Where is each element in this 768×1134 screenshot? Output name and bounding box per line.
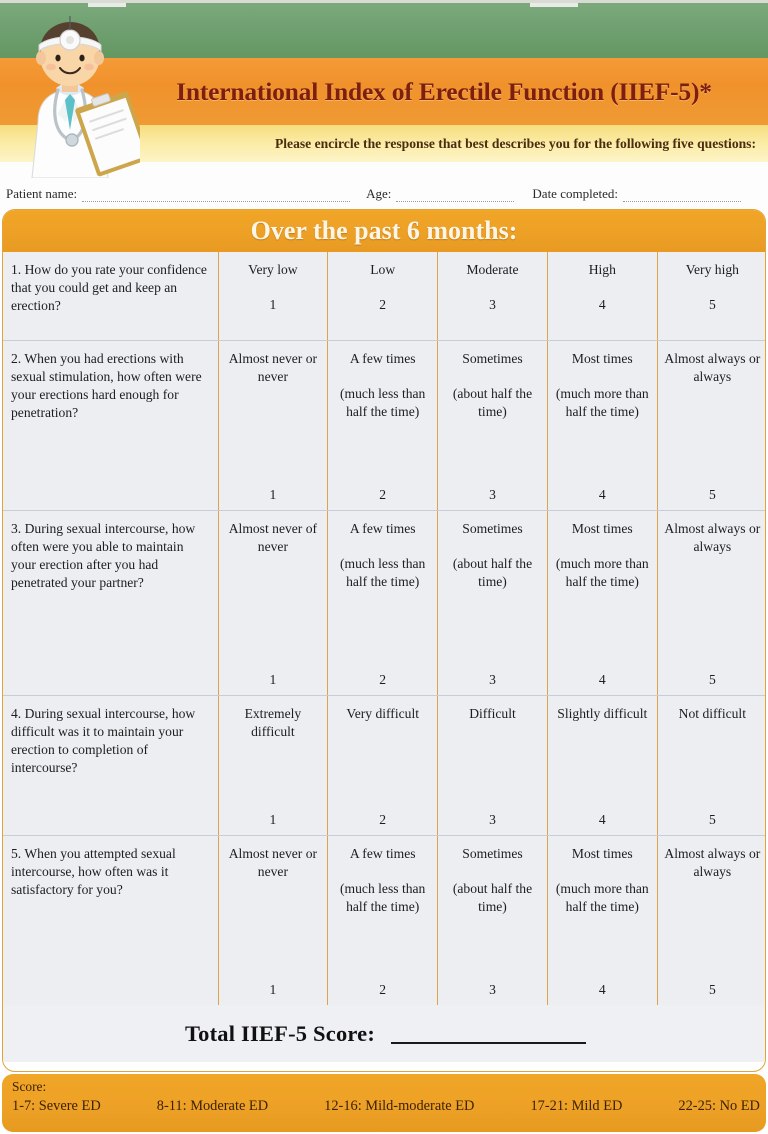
answer-option-cell[interactable] xyxy=(547,835,657,1005)
answer-option-cell[interactable] xyxy=(657,510,766,695)
answer-label: A few times xyxy=(349,520,416,536)
answer-option[interactable] xyxy=(438,341,547,430)
question-text-cell xyxy=(3,510,218,695)
questionnaire-card xyxy=(2,209,766,1072)
answer-label: Almost never or never xyxy=(228,350,318,384)
answer-option-cell[interactable] xyxy=(328,510,438,695)
answer-option[interactable] xyxy=(219,836,328,890)
questions-table xyxy=(3,252,766,1005)
answer-option-cell[interactable] xyxy=(218,695,328,835)
cartoon-doctor-icon xyxy=(8,14,140,178)
answer-score-value: 4 xyxy=(598,982,606,997)
answer-score-value: 5 xyxy=(708,811,716,827)
answer-score-value: 2 xyxy=(379,671,387,687)
age-label: Age: xyxy=(366,186,392,201)
answer-score-value: 5 xyxy=(708,671,716,687)
total-score-input[interactable] xyxy=(391,1041,586,1044)
answer-option-cell[interactable] xyxy=(438,252,548,340)
answer-qualifier: (about half the time) xyxy=(452,385,533,420)
score-legend xyxy=(2,1074,766,1132)
answer-option[interactable] xyxy=(658,696,766,731)
answer-option-cell[interactable] xyxy=(438,695,548,835)
answer-score-value: 1 xyxy=(269,811,277,827)
answer-score-value: 3 xyxy=(489,671,496,687)
answer-label: Extremely difficult xyxy=(244,705,302,739)
patient-name-label: Patient name: xyxy=(6,186,78,201)
question-text: 3. During sexual intercourse, how often were you able to maintain your erection after you had penetrated your partner? xyxy=(11,520,196,590)
answer-qualifier: (about half the time) xyxy=(452,880,533,915)
answer-score-value: 3 xyxy=(489,297,496,313)
answer-option-cell[interactable] xyxy=(657,340,766,510)
answer-option-cell[interactable] xyxy=(218,252,328,340)
answer-score-value: 3 xyxy=(489,982,496,997)
answer-score-value: 4 xyxy=(598,486,606,502)
answer-score-value: 4 xyxy=(598,811,606,827)
answer-option[interactable] xyxy=(438,696,547,731)
question-row xyxy=(3,252,766,340)
question-row xyxy=(3,340,766,510)
answer-option[interactable] xyxy=(658,341,766,395)
answer-option-cell[interactable] xyxy=(218,835,328,1005)
answer-option-cell[interactable] xyxy=(438,340,548,510)
answer-option[interactable] xyxy=(658,511,766,565)
question-row xyxy=(3,835,766,1005)
score-band: 8-11: Moderate ED xyxy=(156,1098,269,1114)
date-completed-label: Date completed: xyxy=(532,186,618,201)
answer-qualifier: (much more than half the time) xyxy=(555,555,649,590)
answer-score-value: 4 xyxy=(598,671,606,687)
date-completed-input[interactable] xyxy=(623,188,741,202)
answer-qualifier: (much less than half the time) xyxy=(340,555,426,590)
question-text: 4. During sexual intercourse, how difficult was it to maintain your erection to completion of intercourse? xyxy=(11,705,196,775)
answer-label: Most times xyxy=(571,520,633,536)
answer-option[interactable] xyxy=(438,511,547,600)
answer-option[interactable] xyxy=(328,511,437,600)
answer-label: Sometimes xyxy=(462,845,523,861)
answer-option[interactable] xyxy=(219,252,328,323)
section-banner-label: Over the past 6 months: xyxy=(250,216,518,245)
answer-label: Most times xyxy=(571,350,633,366)
answer-option[interactable] xyxy=(548,696,657,731)
answer-option-cell[interactable] xyxy=(328,695,438,835)
answer-score-value: 2 xyxy=(379,486,387,502)
answer-option-cell[interactable] xyxy=(547,510,657,695)
question-text-cell xyxy=(3,340,218,510)
answer-score-value: 4 xyxy=(598,297,606,313)
answer-label: Sometimes xyxy=(462,350,523,366)
question-text-cell xyxy=(3,252,218,340)
answer-label: Moderate xyxy=(466,262,519,277)
date-completed-field[interactable] xyxy=(532,186,741,202)
answer-score-value: 2 xyxy=(379,811,387,827)
instruction-text: Please encircle the response that best describes you for the following five questions: xyxy=(274,135,756,151)
answer-option-cell[interactable] xyxy=(218,340,328,510)
answer-label: Slightly difficult xyxy=(557,705,648,721)
answer-option[interactable] xyxy=(328,341,437,430)
score-band: 22-25: No ED xyxy=(678,1098,760,1114)
answer-option-cell[interactable] xyxy=(438,510,548,695)
answer-score-value: 1 xyxy=(269,486,277,502)
patient-name-field[interactable] xyxy=(6,186,350,202)
answer-label: Almost always or always xyxy=(664,350,761,384)
answer-option[interactable] xyxy=(328,252,437,323)
answer-option[interactable] xyxy=(328,696,437,731)
section-banner xyxy=(3,210,765,252)
answer-option-cell[interactable] xyxy=(328,252,438,340)
strip-nick xyxy=(530,3,578,7)
answer-option[interactable] xyxy=(548,836,657,925)
answer-qualifier: (much more than half the time) xyxy=(555,385,649,420)
answer-score-value: 5 xyxy=(708,486,716,502)
answer-score-value: 1 xyxy=(269,982,277,997)
answer-label: Almost never of never xyxy=(228,520,318,554)
answer-option[interactable] xyxy=(658,836,766,890)
answer-option-cell[interactable] xyxy=(438,835,548,1005)
answer-label: Very high xyxy=(685,262,739,277)
strip-nick xyxy=(88,3,126,7)
answer-option[interactable] xyxy=(219,511,328,565)
score-band: 1-7: Severe ED xyxy=(12,1098,101,1114)
answer-label: Most times xyxy=(571,845,633,861)
answer-option[interactable] xyxy=(658,252,766,323)
answer-label: Difficult xyxy=(469,705,516,721)
question-text-cell xyxy=(3,835,218,1005)
patient-name-input[interactable] xyxy=(82,188,350,202)
answer-label: Very difficult xyxy=(346,705,419,721)
answer-score-value: 5 xyxy=(708,297,716,313)
answer-option[interactable] xyxy=(548,252,657,323)
question-row xyxy=(3,695,766,835)
score-band: 12-16: Mild-moderate ED xyxy=(324,1098,475,1114)
total-score-label: Total IIEF-5 Score: xyxy=(185,1020,376,1046)
answer-option-cell[interactable] xyxy=(547,695,657,835)
score-band: 17-21: Mild ED xyxy=(530,1098,623,1114)
answer-score-value: 1 xyxy=(269,671,277,687)
score-legend-bands xyxy=(12,1098,760,1115)
answer-score-value: 3 xyxy=(489,811,496,827)
answer-label: Low xyxy=(370,262,396,277)
answer-option[interactable] xyxy=(219,696,328,750)
answer-score-value: 2 xyxy=(379,297,387,313)
answer-label: High xyxy=(588,262,616,277)
question-text-cell xyxy=(3,695,218,835)
question-text: 2. When you had erections with sexual stimulation, how often were your erections hard enough for penetration? xyxy=(11,350,202,420)
answer-label: Almost always or always xyxy=(664,520,761,554)
answer-score-value: 1 xyxy=(269,297,277,313)
age-field[interactable] xyxy=(366,186,514,202)
total-score-row xyxy=(3,1005,765,1062)
answer-option[interactable] xyxy=(548,511,657,600)
answer-label: Almost never or never xyxy=(228,845,318,879)
answer-qualifier: (much less than half the time) xyxy=(340,385,426,420)
answer-label: Almost always or always xyxy=(664,845,761,879)
answer-qualifier: (much more than half the time) xyxy=(555,880,649,915)
score-legend-title: Score: xyxy=(12,1079,47,1094)
page-title: International Index of Erectile Function (IIEF-5)* xyxy=(176,76,712,106)
answer-option[interactable] xyxy=(438,252,547,323)
answer-option-cell[interactable] xyxy=(547,252,657,340)
answer-label: Sometimes xyxy=(462,520,523,536)
answer-score-value: 5 xyxy=(708,982,716,997)
answer-option-cell[interactable] xyxy=(328,835,438,1005)
answer-score-value: 2 xyxy=(379,982,387,997)
answer-label: A few times xyxy=(349,350,416,366)
answer-option-cell[interactable] xyxy=(547,340,657,510)
answer-option-cell[interactable] xyxy=(657,252,766,340)
answer-score-value: 3 xyxy=(489,486,496,502)
answer-option[interactable] xyxy=(219,341,328,395)
answer-label: Very low xyxy=(248,262,298,277)
answer-option[interactable] xyxy=(328,836,437,925)
question-text: 1. How do you rate your confidence that you could get and keep an erection? xyxy=(11,262,207,314)
age-input[interactable] xyxy=(396,188,514,202)
answer-qualifier: (about half the time) xyxy=(452,555,533,590)
answer-label: Not difficult xyxy=(678,705,746,721)
answer-option-cell[interactable] xyxy=(657,835,766,1005)
question-text: 5. When you attempted sexual intercourse, how often was it satisfactory for you? xyxy=(11,845,176,897)
answer-option[interactable] xyxy=(548,341,657,430)
answer-option-cell[interactable] xyxy=(218,510,328,695)
answer-qualifier: (much less than half the time) xyxy=(340,880,426,915)
answer-option-cell[interactable] xyxy=(328,340,438,510)
answer-option-cell[interactable] xyxy=(657,695,766,835)
question-row xyxy=(3,510,766,695)
answer-option[interactable] xyxy=(438,836,547,925)
answer-label: A few times xyxy=(349,845,416,861)
